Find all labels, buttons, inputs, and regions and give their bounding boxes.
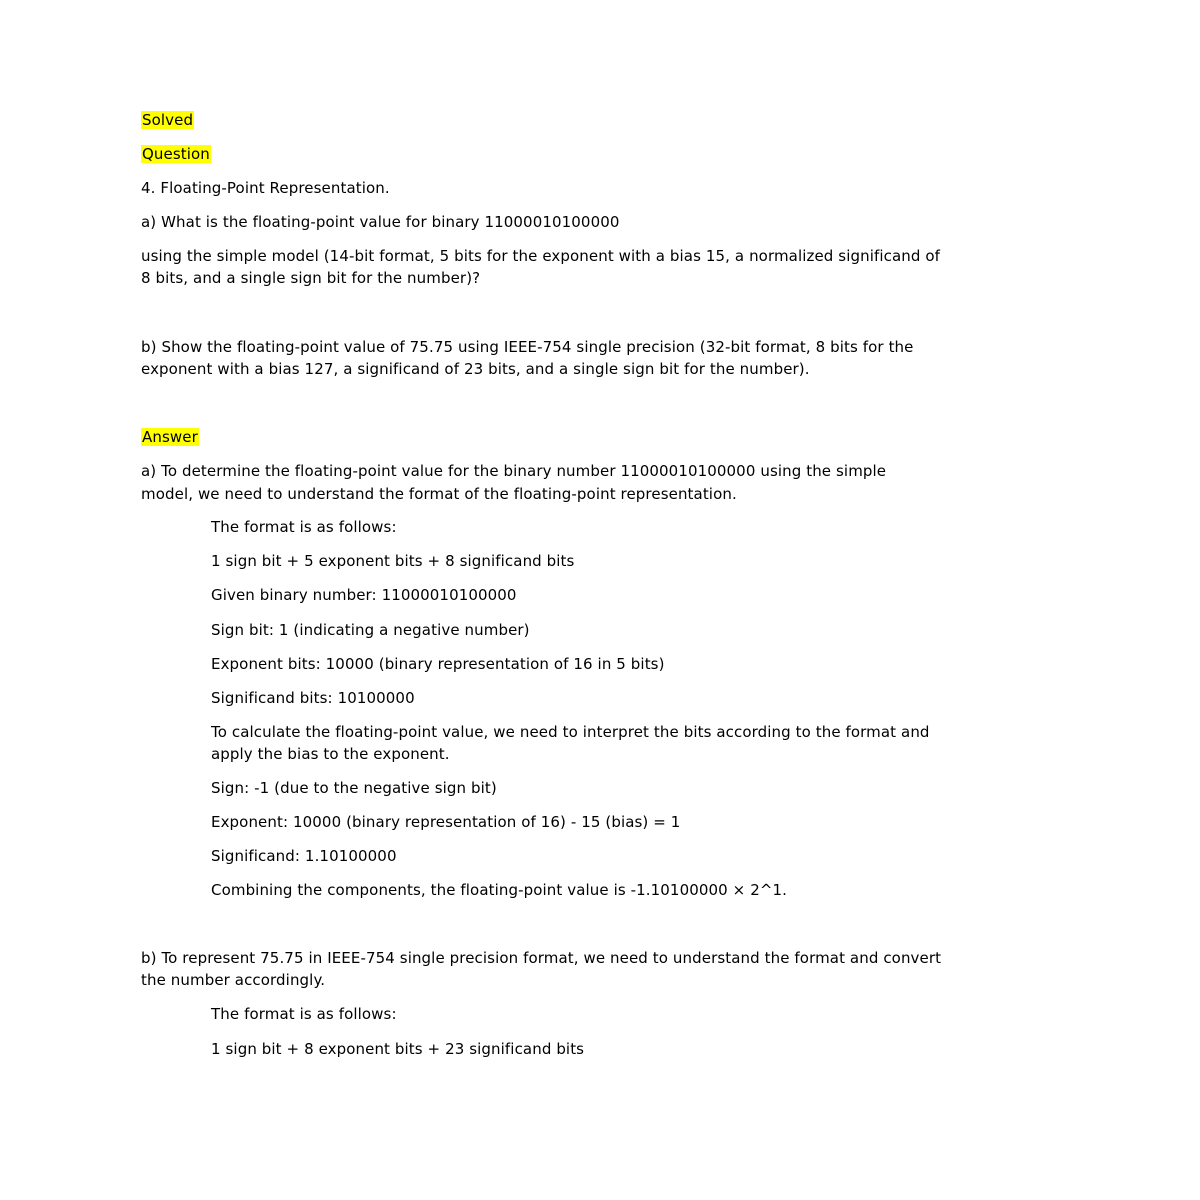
question-part-a-line3: 8 bits, and a single sign bit for the number)?: [141, 269, 481, 287]
answer-a-given: Given binary number: 11000010100000: [211, 586, 517, 604]
answer-a-exponent: Exponent: 10000 (binary representation of 16) - 15 (bias) = 1: [211, 813, 681, 831]
answer-b-intro-line2: the number accordingly.: [141, 971, 326, 989]
question-highlight: Question: [142, 145, 210, 163]
answer-a-format: 1 sign bit + 5 exponent bits + 8 significand bits: [211, 552, 575, 570]
question-part-a-line1: a) What is the floating-point value for binary 11000010100000: [141, 213, 620, 231]
question-part-b-line1: b) Show the floating-point value of 75.75 using IEEE-754 single precision (32-bit format, 8 bits for the: [141, 338, 914, 356]
solved-label: [141, 109, 194, 131]
answer-a-intro-line1: a) To determine the floating-point value for the binary number 11000010100000 using the simple: [141, 462, 887, 480]
answer-a-significand: Significand: 1.10100000: [211, 847, 397, 865]
question-part-a-line2: using the simple model (14-bit format, 5 bits for the exponent with a bias 15, a normalized significand of: [141, 247, 941, 265]
question-part-b-line2: exponent with a bias 127, a significand of 23 bits, and a single sign bit for the number).: [141, 360, 810, 378]
answer-a-sign-bit: Sign bit: 1 (indicating a negative number): [211, 621, 530, 639]
answer-a-sign: Sign: -1 (due to the negative sign bit): [211, 779, 497, 797]
question-label: [141, 143, 211, 165]
answer-a-calc-line1: To calculate the floating-point value, we need to interpret the bits according to the format and: [211, 723, 930, 741]
answer-label: [141, 426, 199, 448]
answer-a-calc-line2: apply the bias to the exponent.: [211, 745, 450, 763]
answer-a-significand-bits: Significand bits: 10100000: [211, 689, 415, 707]
answer-a-result: Combining the components, the floating-point value is -1.10100000 × 2^1.: [211, 881, 788, 899]
answer-a-format-label: The format is as follows:: [211, 518, 397, 536]
answer-a-exponent-bits: Exponent bits: 10000 (binary representation of 16 in 5 bits): [211, 655, 665, 673]
answer-a-intro-line2: model, we need to understand the format of the floating-point representation.: [141, 485, 737, 503]
solved-highlight: Solved: [142, 111, 194, 129]
answer-b-format: 1 sign bit + 8 exponent bits + 23 significand bits: [211, 1040, 585, 1058]
question-heading: 4. Floating-Point Representation.: [141, 179, 390, 197]
answer-b-format-label: The format is as follows:: [211, 1005, 397, 1023]
answer-b-intro-line1: b) To represent 75.75 in IEEE-754 single precision format, we need to understand the format and convert: [141, 949, 942, 967]
answer-highlight: Answer: [142, 428, 198, 446]
